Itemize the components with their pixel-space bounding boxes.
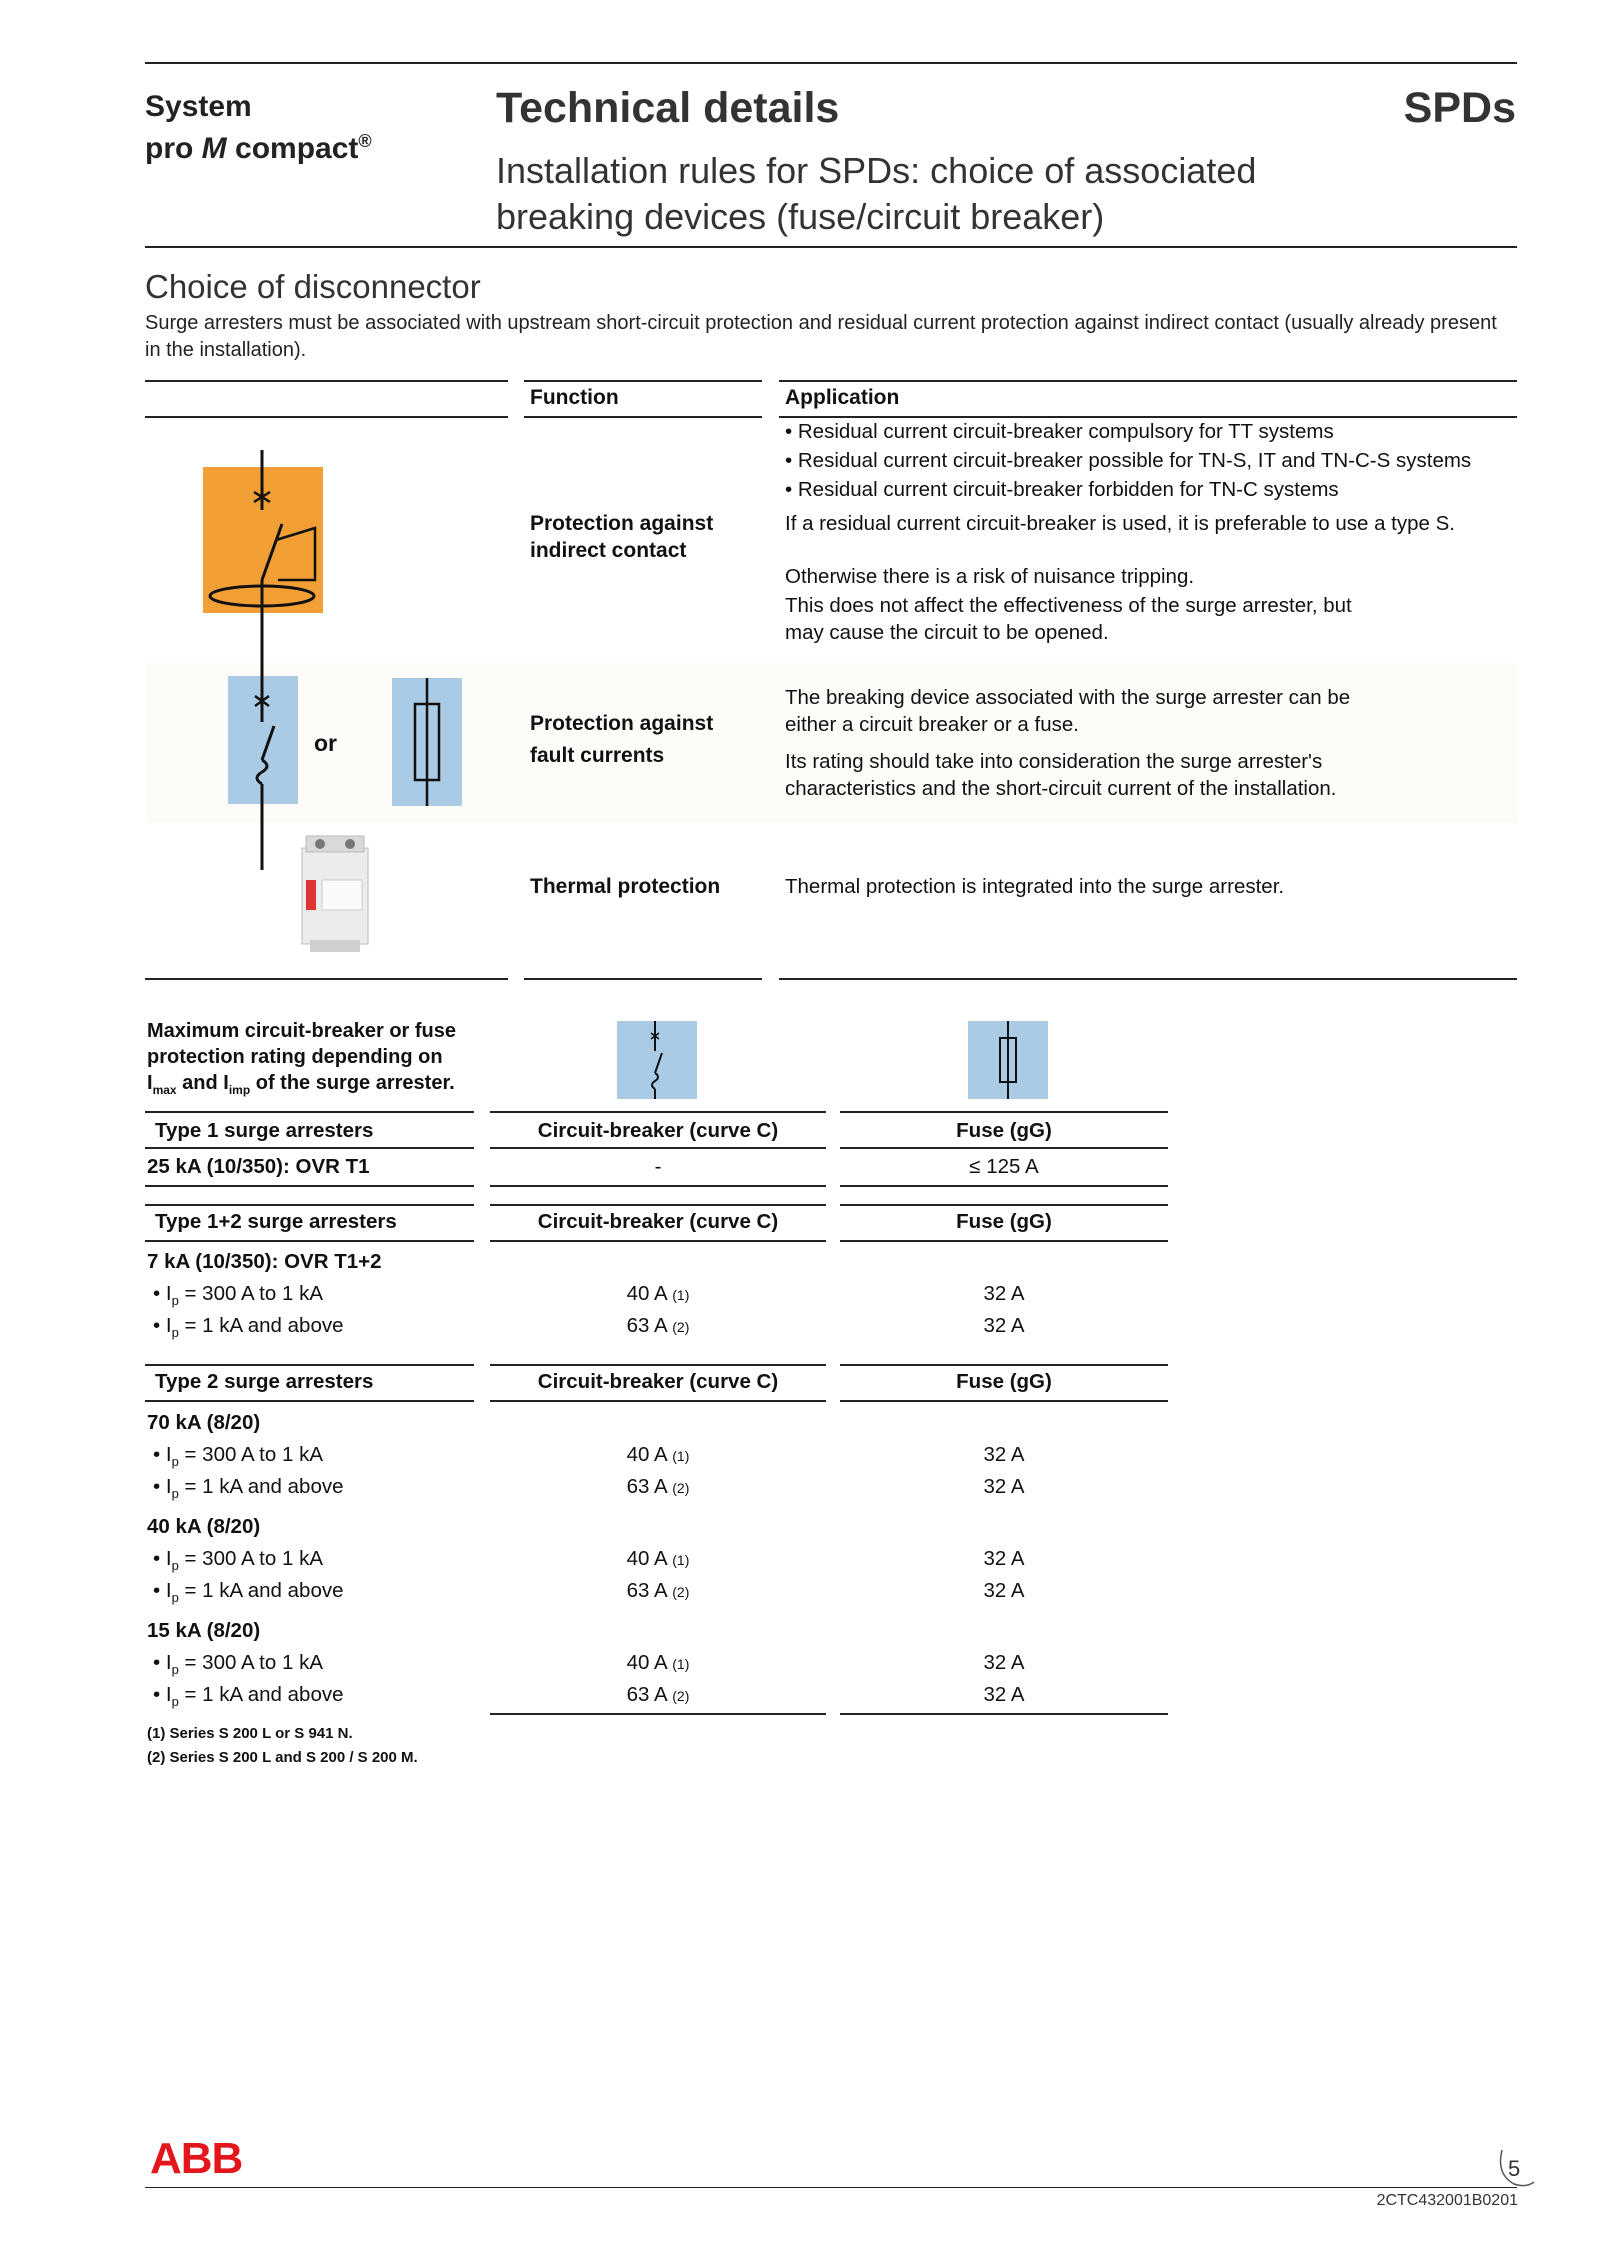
rating-70ka-title: 70 kA (8/20) (147, 1411, 261, 1434)
type1-row-cb: - (654, 1155, 662, 1178)
page-number-bracket-icon (1494, 2146, 1538, 2192)
cb-footnote: (2) (672, 1480, 690, 1496)
cb-footnote: (1) (672, 1552, 690, 1568)
type12-header: Type 1+2 surge arresters (155, 1210, 397, 1233)
para-type-s: If a residual current circuit-breaker is used, it is preferable to use a type S. (785, 512, 1455, 535)
intro-line2: protection rating depending on (147, 1046, 443, 1068)
ovr-t12-title: 7 kA (10/350): OVR T1+2 (147, 1250, 382, 1273)
brand-line1: System (145, 90, 252, 123)
application-fault-currents (785, 684, 1395, 802)
section-title: Choice of disconnector (145, 268, 481, 305)
footer-rule (145, 2187, 1517, 2188)
t1-rule-head-col2 (524, 416, 762, 418)
t1-rule-bottom-col2 (524, 978, 762, 980)
type1-row-fuse: ≤ 125 A (969, 1155, 1039, 1178)
brand-name (145, 90, 372, 166)
bullet-i: • I (153, 1475, 172, 1498)
rating-table-intro (147, 1018, 477, 1103)
g3-rule-a2 (490, 1364, 826, 1366)
row-label-text: = 300 A to 1 kA (178, 1282, 323, 1305)
rating-15ka-row1-label (153, 1649, 323, 1684)
intro-sub-imp: imp (228, 1083, 251, 1097)
g1-rule-b1 (145, 1147, 474, 1149)
rating-15ka-row1-cb (490, 1649, 826, 1678)
intro-and: and I (176, 1072, 229, 1094)
ovr-t12-row2-cb (490, 1312, 826, 1341)
rating-40ka-row1-label (153, 1545, 323, 1580)
header-bottom-rule (145, 246, 1517, 248)
t1-rule-head-col1 (145, 416, 508, 418)
cb-footnote: (1) (672, 1656, 690, 1672)
cb-value: 40 A (626, 1547, 667, 1570)
col-application: Application (785, 386, 900, 409)
rating-70ka-row2-cb (490, 1473, 826, 1502)
g2-rule-a2 (490, 1204, 826, 1206)
rating-40ka-row2-fuse: 32 A (983, 1579, 1025, 1602)
sub-p: p (171, 1590, 179, 1606)
col-function: Function (530, 386, 619, 409)
disconnector-schematic (150, 440, 490, 960)
page-title: Technical details (496, 84, 840, 132)
ovr-t12-row1-label (153, 1280, 323, 1315)
sub-p: p (171, 1558, 179, 1574)
row-label-text: = 300 A to 1 kA (178, 1443, 323, 1466)
bullet-i: • I (153, 1547, 172, 1570)
type12-cb-header: Circuit-breaker (curve C) (537, 1210, 779, 1233)
rating-40ka-row2-cb (490, 1577, 826, 1606)
type2-fuse-header: Fuse (gG) (956, 1370, 1052, 1393)
row-label-text: = 1 kA and above (178, 1314, 344, 1337)
or-label: or (314, 730, 337, 756)
rating-70ka-row2-fuse: 32 A (983, 1475, 1025, 1498)
fuse-icon (968, 1021, 1048, 1099)
rating-40ka-title: 40 kA (8/20) (147, 1515, 261, 1538)
cb-value: 63 A (626, 1475, 667, 1498)
brand-m: M (201, 132, 227, 165)
function-thermal: Thermal protection (530, 875, 721, 898)
g1-rule-c2 (490, 1185, 826, 1187)
intro-line1: Maximum circuit-breaker or fuse (147, 1020, 456, 1042)
brand-line2 (145, 124, 372, 166)
function-fault-line2: fault currents (530, 744, 665, 767)
circuit-breaker-icon (617, 1021, 697, 1099)
g2-rule-b2 (490, 1240, 826, 1242)
rating-15ka-row2-label (153, 1681, 344, 1716)
cb-footnote: (2) (672, 1584, 690, 1600)
t1-rule-bottom-col3 (779, 978, 1517, 980)
rating-40ka-row1-fuse: 32 A (983, 1547, 1025, 1570)
application-indirect-contact (785, 418, 1525, 646)
cb-value: 63 A (626, 1683, 667, 1706)
t1-rule-top-col2 (524, 380, 762, 382)
section-intro: Surge arresters must be associated with upstream short-circuit protection and residual current protection against indirect contact (usually already present in the installation). (145, 312, 1497, 361)
cb-value: 63 A (626, 1579, 667, 1602)
rating-15ka-row1-fuse: 32 A (983, 1651, 1025, 1674)
brand-pro: pro (145, 132, 202, 165)
type1-header: Type 1 surge arresters (155, 1119, 374, 1142)
bullet-tt: • Residual current circuit-breaker compulsory for TT systems (785, 420, 1334, 443)
g3-rule-b2 (490, 1400, 826, 1402)
cb-footnote: (1) (672, 1287, 690, 1303)
intro-line3 (147, 1070, 477, 1103)
sub-p: p (171, 1293, 179, 1309)
application-thermal: Thermal protection is integrated into the surge arrester. (785, 875, 1285, 898)
footnote-2: (2) Series S 200 L and S 200 / S 200 M. (147, 1749, 418, 1766)
type1-row-title: 25 kA (10/350): OVR T1 (147, 1155, 370, 1178)
sub-p: p (171, 1694, 179, 1710)
g1-rule-a2 (490, 1111, 826, 1113)
intro-end: of the surge arrester. (250, 1072, 455, 1094)
g1-rule-a1 (145, 1111, 474, 1113)
g2-rule-b3 (840, 1240, 1168, 1242)
registered-mark: ® (358, 131, 372, 151)
brand-compact: compact (226, 132, 359, 165)
para-rating: Its rating should take into consideration the surge arrester's characteristics and the short-circuit current of the installation. (785, 750, 1337, 800)
t1-rule-top-col1 (145, 380, 508, 382)
rating-15ka-title: 15 kA (8/20) (147, 1619, 261, 1642)
header-top-rule (145, 62, 1517, 64)
para-nuisance: Otherwise there is a risk of nuisance tripping. (785, 565, 1195, 588)
rating-70ka-row2-label (153, 1473, 344, 1508)
cb-footnote: (2) (672, 1319, 690, 1335)
bullet-tns: • Residual current circuit-breaker possible for TN-S, IT and TN-C-S systems (785, 449, 1472, 472)
g3-rule-c2 (490, 1713, 826, 1715)
g3-rule-c3 (840, 1713, 1168, 1715)
type2-cb-header: Circuit-breaker (curve C) (537, 1370, 779, 1393)
sub-p: p (171, 1325, 179, 1341)
para-breaking-device: The breaking device associated with the surge arrester can be either a circuit breaker or a fuse. (785, 686, 1351, 736)
sub-p: p (171, 1486, 179, 1502)
bullet-tnc: • Residual current circuit-breaker forbidden for TN-C systems (785, 478, 1339, 501)
g1-rule-a3 (840, 1111, 1168, 1113)
g2-rule-b1 (145, 1240, 474, 1242)
intro-i: I (147, 1072, 153, 1094)
sub-p: p (171, 1454, 179, 1470)
function-fault-currents (530, 710, 760, 769)
cb-footnote: (1) (672, 1448, 690, 1464)
rating-15ka-row2-cb (490, 1681, 826, 1710)
row-label-text: = 300 A to 1 kA (178, 1547, 323, 1570)
bullet-i: • I (153, 1443, 172, 1466)
row-label-text: = 300 A to 1 kA (178, 1651, 323, 1674)
category-label: SPDs (1403, 84, 1516, 132)
ovr-t12-row1-fuse: 32 A (983, 1282, 1025, 1305)
type1-fuse-header: Fuse (gG) (956, 1119, 1052, 1142)
sub-p: p (171, 1662, 179, 1678)
bullet-i: • I (153, 1282, 172, 1305)
rating-40ka-row2-label (153, 1577, 344, 1612)
t1-rule-top-col3 (779, 380, 1517, 382)
t1-rule-bottom-col1 (145, 978, 508, 980)
function-indirect-contact: Protection against indirect contact (530, 512, 714, 562)
rating-70ka-row1-cb (490, 1441, 826, 1470)
type2-header: Type 2 surge arresters (155, 1370, 374, 1393)
g1-rule-c3 (840, 1185, 1168, 1187)
cb-value: 40 A (626, 1282, 667, 1305)
g2-rule-a1 (145, 1204, 474, 1206)
abb-logo: ABB (150, 2134, 243, 2183)
cb-value: 63 A (626, 1314, 667, 1337)
row-label-text: = 1 kA and above (178, 1579, 344, 1602)
function-fault-line1: Protection against (530, 712, 714, 735)
footnote-1: (1) Series S 200 L or S 941 N. (147, 1725, 353, 1742)
bullet-i: • I (153, 1651, 172, 1674)
rating-15ka-row2-fuse: 32 A (983, 1683, 1025, 1706)
g1-rule-b2 (490, 1147, 826, 1149)
g1-rule-c1 (145, 1185, 474, 1187)
cb-value: 40 A (626, 1443, 667, 1466)
page-subtitle: Installation rules for SPDs: choice of associated breaking devices (fuse/circuit breaker) (496, 150, 1257, 237)
row-label-text: = 1 kA and above (178, 1683, 344, 1706)
intro-sub-max: max (152, 1083, 177, 1097)
g3-rule-b1 (145, 1400, 474, 1402)
ovr-t12-row2-label (153, 1312, 344, 1347)
g3-rule-b3 (840, 1400, 1168, 1402)
cb-value: 40 A (626, 1651, 667, 1674)
rating-70ka-row1-fuse: 32 A (983, 1443, 1025, 1466)
row-label-text: = 1 kA and above (178, 1475, 344, 1498)
document-code: 2CTC432001B0201 (1376, 2192, 1518, 2209)
ovr-t12-row2-fuse: 32 A (983, 1314, 1025, 1337)
page-number: 5 (1508, 2156, 1521, 2181)
bullet-i: • I (153, 1579, 172, 1602)
cb-footnote: (2) (672, 1688, 690, 1704)
g1-rule-b3 (840, 1147, 1168, 1149)
bullet-i: • I (153, 1683, 172, 1706)
rating-70ka-row1-label (153, 1441, 323, 1476)
para-effectiveness: This does not affect the effectiveness of the surge arrester, but may cause the circuit to be opened. (785, 594, 1352, 644)
type1-cb-header: Circuit-breaker (curve C) (537, 1119, 779, 1142)
g3-rule-a3 (840, 1364, 1168, 1366)
bullet-i: • I (153, 1314, 172, 1337)
g3-rule-a1 (145, 1364, 474, 1366)
type12-fuse-header: Fuse (gG) (956, 1210, 1052, 1233)
rating-40ka-row1-cb (490, 1545, 826, 1574)
ovr-t12-row1-cb (490, 1280, 826, 1309)
spd-device-photo (302, 836, 368, 952)
g2-rule-a3 (840, 1204, 1168, 1206)
